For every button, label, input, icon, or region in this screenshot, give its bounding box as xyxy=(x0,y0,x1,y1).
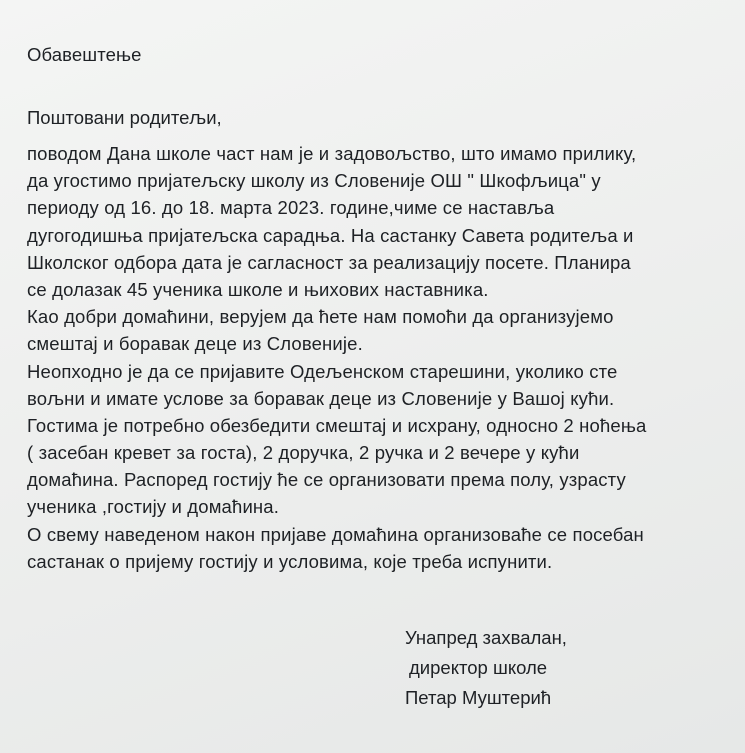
body-line: вољни и имате услове за боравак деце из Словеније у Вашој кући. xyxy=(27,387,615,409)
body-line: ученика ,гостију и домаћина. xyxy=(27,496,280,518)
body-line: О свему наведеном након пријаве домаћина организоваће се посебан xyxy=(27,523,644,545)
body-line: се долазак 45 ученика школе и њихових наставника. xyxy=(27,278,489,300)
body-line: да угостимо пријатељску школу из Словеније ОШ " Шкофљица" у xyxy=(27,170,601,192)
signature-block xyxy=(405,623,567,713)
greeting: Поштовани родитељи, xyxy=(27,107,222,128)
body-line: смештај и боравак деце из Словеније. xyxy=(27,333,363,355)
body-line: Гостима је потребно обезбедити смештај и исхрану, односно 2 ноћења xyxy=(27,414,647,436)
body-line: дугогодишња пријатељска сарадња. На састанку Савета родитеља и xyxy=(27,224,634,246)
body-line: домаћина. Распоред гостију ће се организовати према полу, узрасту xyxy=(27,469,626,491)
signature-closing: Унапред захвалан, xyxy=(405,627,567,648)
body-line: састанак о пријему гостију и условима, које треба испунити. xyxy=(27,550,553,572)
body-line: Као добри домаћини, верујем да ћете нам помоћи да организујемо xyxy=(27,306,614,328)
body-line: поводом Дана школе част нам је и задовољство, што имамо прилику, xyxy=(27,143,637,164)
body-line: ( засебан кревет за госта), 2 доручка, 2 ручка и 2 вечере у кући xyxy=(27,442,580,464)
body-line: Неопходно је да се пријавите Одељенском старешини, уколико сте xyxy=(27,360,618,382)
signature-title: директор школе xyxy=(409,657,548,678)
body-line: периоду од 16. до 18. марта 2023. године,чиме се наставља xyxy=(27,197,555,219)
letter-body xyxy=(27,140,737,575)
notice-heading: Обавештење xyxy=(27,44,142,65)
signature-name: Петар Муштерић xyxy=(405,687,552,708)
body-line: Школског одбора дата је сагласност за реализацију посете. Планира xyxy=(27,251,631,273)
